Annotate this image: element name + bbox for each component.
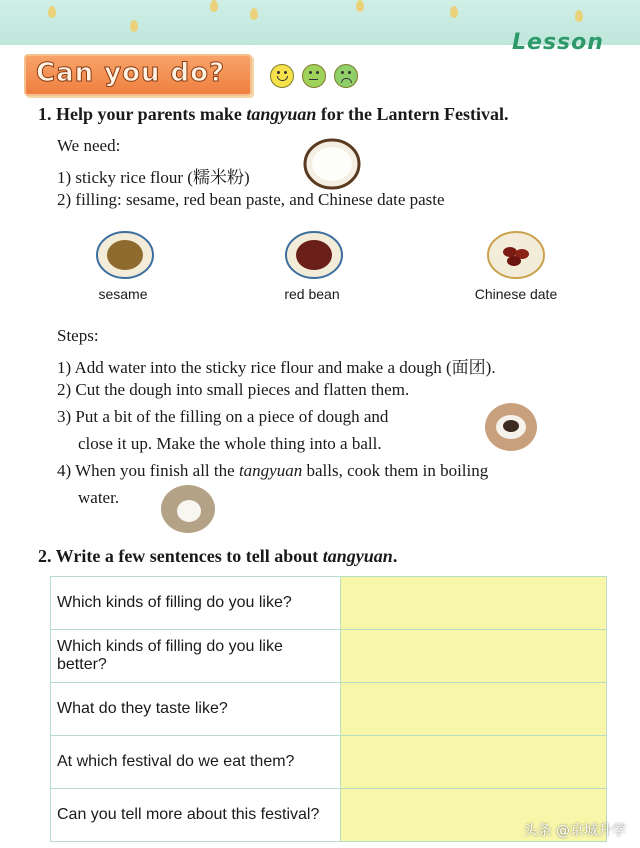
watermark: 头条 @京城升学 (523, 823, 626, 839)
table-row (51, 630, 607, 683)
chinese-date-image (486, 230, 546, 280)
step-2: 2) Cut the dough into small pieces and flatten them. (57, 380, 410, 399)
dumpling-filling-photo (484, 402, 538, 452)
steps-label: Steps: (57, 326, 99, 345)
neutral-face-icon (302, 64, 326, 88)
sesame-caption: sesame (98, 286, 148, 302)
tangyuan-ball-photo (160, 484, 216, 534)
question-cell: What do they taste like? (51, 683, 341, 736)
drop-decoration (575, 10, 583, 22)
question-1-heading: 1. Help your parents make tangyuan for the Lantern Festival. (38, 104, 509, 124)
question-2-heading: 2. Write a few sentences to tell about tangyuan. (38, 546, 398, 566)
answer-cell[interactable] (341, 630, 607, 683)
answer-cell[interactable] (341, 683, 607, 736)
title-banner (24, 54, 252, 96)
answer-cell[interactable] (341, 736, 607, 789)
answer-cell[interactable] (341, 577, 607, 630)
step-3-line-1: 3) Put a bit of the filling on a piece of dough and (57, 407, 389, 426)
happy-face-icon (270, 64, 294, 88)
sesame-image (95, 230, 155, 280)
step-4-line-1: 4) When you finish all the tangyuan balls, cook them in boiling (57, 461, 489, 480)
red-bean-image (284, 230, 344, 280)
table-row (51, 577, 607, 630)
step-3-line-2: close it up. Make the whole thing into a ball. (78, 434, 382, 453)
table-row (51, 683, 607, 736)
step-1: 1) Add water into the sticky rice flour and make a dough (面团). (57, 358, 496, 377)
question-cell: Which kinds of filling do you like better? (51, 630, 341, 683)
need-item-1: 1) sticky rice flour (糯米粉) (57, 168, 250, 187)
banner-title: Can you do? (36, 58, 226, 88)
drop-decoration (450, 6, 458, 18)
drop-decoration (356, 0, 364, 12)
table-row (51, 736, 607, 789)
need-item-2: 2) filling: sesame, red bean paste, and Chinese date paste (57, 190, 445, 209)
drop-decoration (250, 8, 258, 20)
chinese-date-caption: Chinese date (474, 286, 558, 302)
drop-decoration (48, 6, 56, 18)
answer-table (50, 576, 607, 842)
red-bean-caption: red bean (284, 286, 340, 302)
question-cell: Which kinds of filling do you like? (51, 577, 341, 630)
drop-decoration (210, 0, 218, 12)
step-4-line-2: water. (78, 488, 120, 507)
question-cell: At which festival do we eat them? (51, 736, 341, 789)
we-need-label: We need: (57, 136, 121, 155)
drop-decoration (130, 20, 138, 32)
lesson-label: Lesson (512, 30, 604, 55)
question-cell: Can you tell more about this festival? (51, 789, 341, 842)
rice-flour-image (303, 138, 361, 190)
sad-face-icon (334, 64, 358, 88)
